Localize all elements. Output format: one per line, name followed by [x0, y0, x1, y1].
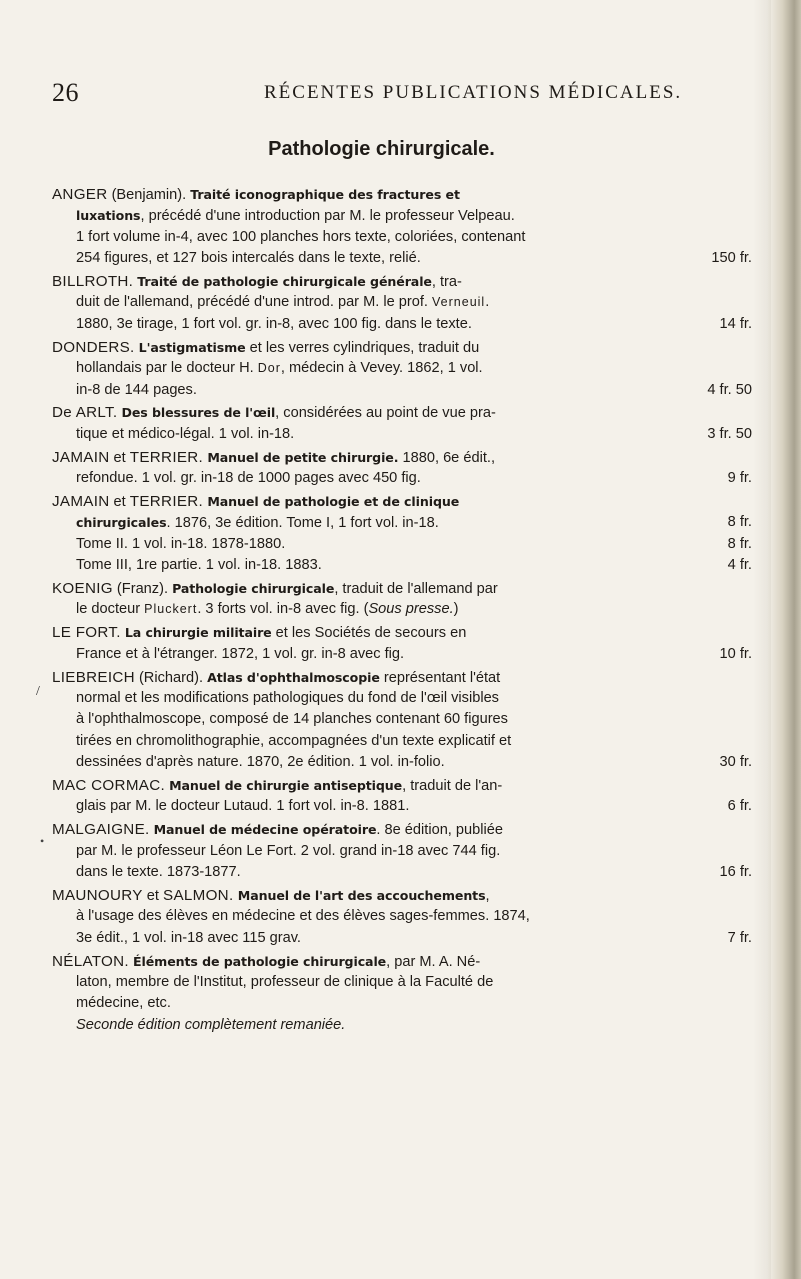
entry-line: [52, 644, 752, 665]
bibliography-entry: [52, 578, 752, 621]
entry-author: TERRIER.: [129, 448, 204, 466]
entry-text: 1880, 3e tirage, 1 fort vol. gr. in-8, avec 100 fig. dans le texte.: [76, 315, 472, 332]
entry-line: [52, 205, 752, 226]
entry-title: Traité iconographique des fractures et: [190, 187, 460, 202]
bibliography-entry: [52, 622, 752, 665]
entry-text: in-8 de 144 pages.: [76, 381, 197, 398]
entry-author: JAMAIN: [52, 492, 110, 510]
entry-author: BILLROTH.: [52, 273, 134, 291]
entry-line: [52, 578, 752, 599]
bibliography-entry: [52, 775, 752, 818]
entry-price: 8 fr.: [727, 535, 752, 552]
entry-text: laton, membre de l'Institut, professeur de clinique à la Faculté de: [76, 974, 494, 991]
entry-text: tirées en chromolithographie, accompagnées d'un texte explicatif et: [76, 732, 512, 749]
entry-line: [52, 709, 752, 730]
entry-text: ,: [485, 888, 490, 904]
entry-text: 254 figures, et 127 bois intercalés dans le texte, relié.: [76, 250, 421, 267]
entry-text: Tome II. 1 vol. in-18. 1878-1880.: [76, 535, 286, 552]
entry-text: et les Sociétés de secours en: [271, 625, 467, 642]
entry-title: Pathologie chirurgicale: [172, 581, 335, 597]
entry-price: 6 fr.: [727, 798, 752, 815]
entry-text: , précédé d'une introduction par M. le professeur Velpeau.: [140, 208, 515, 225]
entry-text: , considérées au point de vue pra-: [275, 405, 496, 422]
entry-text: hollandais par le docteur H.: [76, 360, 258, 377]
entry-line: [52, 271, 752, 292]
bibliography-entry: [52, 819, 752, 883]
entry-text: par M. le professeur Léon Le Fort. 2 vol. grand in-18 avec 744 fig.: [76, 842, 501, 859]
entry-line: [52, 928, 752, 949]
entry-title: La chirurgie militaire: [124, 625, 272, 641]
entry-name: Pluckert: [144, 602, 198, 617]
entry-price: 9 fr.: [727, 470, 752, 487]
entry-title: luxations: [76, 208, 141, 224]
entry-title: Manuel de chirurgie antiseptique: [169, 778, 403, 794]
entry-text: duit de l'allemand, précédé d'une introd. par M. le prof.: [76, 294, 433, 311]
entry-line: [52, 972, 752, 993]
entry-price: 14 fr.: [719, 315, 752, 332]
entry-line: [52, 841, 752, 862]
entry-line: [52, 688, 752, 709]
entry-text: 1880, 6e édit.,: [398, 449, 495, 466]
entry-line: [52, 622, 752, 643]
entry-line: [52, 402, 752, 423]
bibliography-entry: [52, 402, 752, 445]
entry-text: à l'ophthalmoscope, composé de 14 planches contenant 60 figures: [76, 711, 508, 728]
entry-author: TERRIER.: [129, 492, 204, 510]
entry-author: KOENIG: [52, 580, 113, 598]
entry-title: Manuel de petite chirurgie.: [203, 449, 399, 465]
entry-name: Verneuil: [432, 295, 486, 310]
entry-price: 150 fr.: [711, 250, 752, 267]
entry-line: [52, 424, 752, 445]
entry-line: [52, 447, 752, 468]
entry-title: chirurgicales: [76, 515, 167, 531]
entry-text: . 1876, 3e édition. Tome I, 1 fort vol. in-18.: [166, 515, 439, 532]
entry-price: 30 fr.: [719, 754, 752, 771]
entry-line: [52, 599, 752, 620]
entry-text: , traduit de l'an-: [402, 778, 503, 795]
entry-text: et: [109, 449, 130, 466]
entry-line: [52, 775, 752, 796]
bibliography-entry: [52, 447, 752, 490]
entry-text: 1 fort volume in-4, avec 100 planches hors texte, coloriées, contenant: [76, 228, 526, 245]
entry-title: Manuel de pathologie et de clinique: [203, 493, 460, 509]
bibliography-entry: [52, 337, 752, 401]
entry-author: LE FORT.: [52, 624, 121, 642]
entry-text: , traduit de l'allemand par: [334, 581, 498, 598]
entry-text: Tome III, 1re partie. 1 vol. in-18. 1883.: [76, 557, 322, 574]
entry-line: [52, 555, 752, 576]
entry-note: Seconde édition complètement remaniée.: [76, 1016, 346, 1033]
bibliography-entry: [52, 667, 752, 774]
entry-text: à l'usage des élèves en médecine et des élèves sages-femmes. 1874,: [76, 908, 530, 925]
entry-author: NÉLATON.: [52, 952, 129, 970]
entry-text: tique et médico-légal. 1 vol. in-18.: [76, 425, 295, 442]
entry-line: [52, 993, 752, 1014]
entry-line: [52, 227, 752, 248]
entry-line: [52, 731, 752, 752]
entry-price: 3 fr. 50: [707, 425, 752, 442]
entry-text: le docteur: [76, 601, 145, 618]
entry-text: . 8e édition, publiée: [376, 822, 503, 839]
entry-title: L'astigmatisme: [138, 339, 246, 355]
entry-price: 8 fr.: [727, 514, 752, 531]
entry-title: Éléments de pathologie chirurgicale: [133, 953, 387, 969]
entry-author: SALMON.: [163, 887, 234, 904]
entry-text: et les verres cylindriques, traduit du: [245, 339, 480, 356]
entry-line: [52, 468, 752, 489]
entry-price: 16 fr.: [719, 864, 752, 881]
entry-line: [52, 951, 752, 972]
entry-line: [52, 358, 752, 379]
entry-author: MALGAIGNE.: [52, 821, 150, 839]
entry-text: (Richard).: [134, 669, 208, 686]
entry-author: De ARLT.: [52, 404, 118, 422]
entry-line: [52, 248, 752, 269]
entry-note: Sous presse.: [368, 601, 454, 618]
entry-line: [52, 184, 752, 205]
entry-line: [52, 752, 752, 773]
entry-author: LIEBREICH: [52, 668, 135, 686]
entry-author: DONDERS.: [52, 338, 135, 356]
entry-line: [52, 796, 752, 817]
entry-line: [52, 380, 752, 401]
entry-line: [52, 512, 752, 533]
bibliography-entry: [52, 885, 752, 949]
entry-price: 10 fr.: [719, 645, 752, 662]
entry-text: médecine, etc.: [76, 995, 171, 1012]
entry-text: normal et les modifications pathologiques du fond de l'œil visibles: [76, 689, 499, 706]
section-title: Pathologie chirurgicale.: [268, 138, 495, 160]
entry-price: 7 fr.: [727, 929, 752, 946]
page-header: [52, 78, 752, 108]
entry-text: représentant l'état: [379, 669, 501, 686]
page-number: 26: [52, 78, 79, 107]
entry-line: [52, 292, 752, 313]
entry-author: MAC CORMAC.: [52, 777, 165, 795]
entry-title: Manuel de l'art des accouchements: [233, 888, 486, 903]
entry-text: refondue. 1 vol. gr. in-18 de 1000 pages avec 450 fig.: [76, 470, 421, 487]
entry-title: Atlas d'ophthalmoscopie: [207, 669, 380, 685]
entry-text: 3e édit., 1 vol. in-18 avec 115 grav.: [76, 929, 301, 946]
entry-title: Des blessures de l'œil: [121, 405, 276, 421]
entry-line: [52, 667, 752, 688]
entry-text: .: [485, 294, 490, 311]
entry-text: glais par M. le docteur Lutaud. 1 fort vol. in-8. 1881.: [76, 798, 410, 815]
entry-line: [52, 819, 752, 840]
entry-text: et: [142, 888, 164, 904]
entry-title: Manuel de médecine opératoire: [153, 822, 377, 838]
entry-line: [52, 534, 752, 555]
entry-text: , tra-: [431, 274, 462, 291]
entry-price: 4 fr.: [727, 557, 752, 574]
bibliography-entry: [52, 491, 752, 577]
entry-author: ANGER: [52, 186, 108, 203]
entry-text: France et à l'étranger. 1872, 1 vol. gr. in-8 avec fig.: [76, 645, 405, 662]
page-edge: [767, 0, 801, 1279]
entry-text: , médecin à Vevey. 1862, 1 vol.: [280, 360, 483, 377]
margin-mark: •: [40, 834, 45, 848]
entry-text: dessinées d'après nature. 1870, 2e édition. 1 vol. in-folio.: [76, 754, 445, 771]
entry-line: [52, 1015, 752, 1036]
entry-text: (Benjamin).: [107, 187, 191, 203]
entry-line: [52, 337, 752, 358]
entry-line: [52, 862, 752, 883]
entry-text: et: [109, 493, 130, 510]
bibliography-list: [52, 184, 752, 1038]
entry-author: MAUNOURY: [52, 887, 143, 904]
running-title: RÉCENTES PUBLICATIONS MÉDICALES.: [264, 82, 683, 103]
entry-title: Traité de pathologie chirurgicale générale: [137, 274, 432, 290]
entry-author: JAMAIN: [52, 448, 110, 466]
entry-text: dans le texte. 1873-1877.: [76, 864, 241, 881]
entry-text: . 3 forts vol. in-8 avec fig. (: [197, 601, 369, 618]
entry-text: ): [453, 601, 459, 618]
entry-line: [52, 491, 752, 512]
entry-price: 4 fr. 50: [707, 381, 752, 398]
entry-text: , par M. A. Né-: [386, 953, 481, 970]
bibliography-entry: [52, 271, 752, 335]
entry-line: [52, 885, 752, 906]
entry-text: (Franz).: [112, 581, 173, 598]
entry-line: [52, 314, 752, 335]
margin-mark: /: [36, 684, 40, 699]
entry-name: Dor: [257, 361, 281, 376]
bibliography-entry: [52, 184, 752, 270]
bibliography-entry: [52, 951, 752, 1037]
entry-line: [52, 906, 752, 927]
